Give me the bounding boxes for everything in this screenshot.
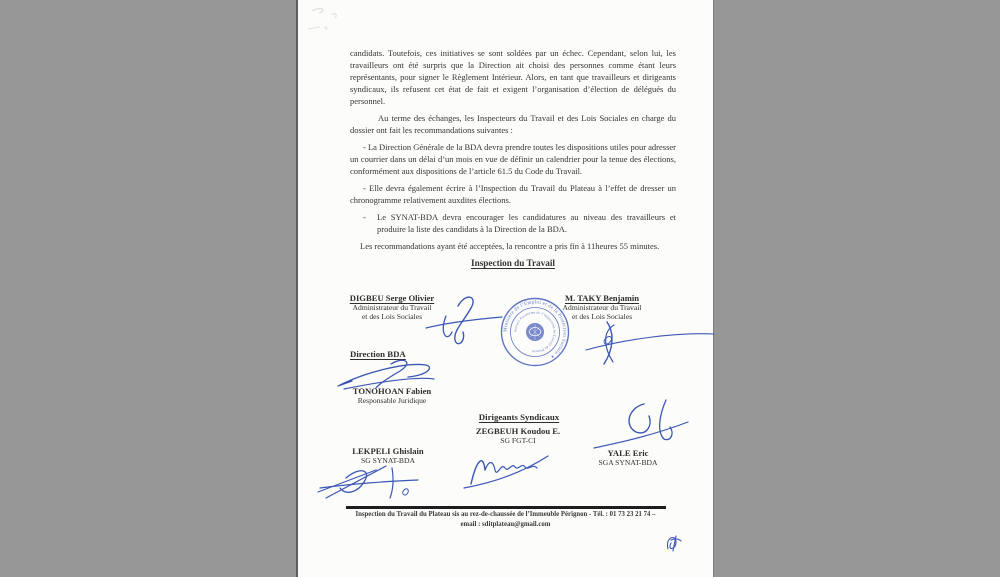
- section-heading-inspection: Inspection du Travail: [471, 258, 555, 268]
- taky-signature-ink: [582, 316, 716, 370]
- footer-email: email : sditplateau@gmail.com: [460, 520, 551, 528]
- recommendation-1: - La Direction Générale de la BDA devra prendre toutes les dispositions utiles pour adresser un courrier dans un délai d’un mois en vue de définir un calendrier pour la tenue des élections, conformément aux dispositions de l’article 61.5 du Code du Travail.: [350, 142, 676, 176]
- signatory-tonohoan: [332, 386, 452, 405]
- dirigeants-syndicaux-heading: Dirigeants Syndicaux: [478, 412, 560, 422]
- footer-divider: [346, 506, 666, 509]
- signatory-name: LEKPELI Ghislain: [352, 446, 424, 456]
- paragraph-candidats: candidats. Toutefois, ces initiatives se sont soldées par un échec. Cependant, selon lui, les travailleurs ont été surpris que la Direction ait choisi des personnes comme étant leurs représentants, pour signer le Règlement Intérieur. Alors, en tant que travailleurs et dirigeants syndicaux, ils refusent cet état de fait et exigent l’organisation d’élection de délégués du personnel.: [350, 48, 676, 106]
- signatory-yale: [570, 448, 686, 467]
- document-page: [296, 0, 714, 577]
- recommendation-3: - Le SYNAT-BDA devra encourager les candidatures au niveau des travailleurs et produire la liste des candidats à la Direction de la BDA.: [350, 211, 676, 235]
- digbeu-signature-ink: [424, 290, 504, 352]
- footer: [314, 510, 697, 529]
- direction-bda-heading: Direction BDA: [350, 349, 406, 359]
- pencil-smudge-marks: [304, 2, 348, 38]
- signatory-name: ZEGBEUH Koudou E.: [475, 426, 561, 436]
- signatory-role: SGA SYNAT-BDA: [598, 458, 658, 467]
- paraph-initials-ink: [660, 530, 686, 556]
- signatory-role: et des Lois Sociales: [361, 312, 423, 321]
- signatory-name: TONOHOAN Fabien: [352, 386, 432, 396]
- signatory-name: M. TAKY Benjamin: [564, 293, 640, 303]
- signatory-role: et des Lois Sociales: [571, 312, 633, 321]
- signatory-name: DIGBEU Serge Olivier: [349, 293, 435, 303]
- stamp-inner-text: Service Autonome de l’Inspection du Travail du Plateau: [513, 310, 557, 354]
- bullet-dash: -: [363, 212, 366, 222]
- paragraph-au-terme: Au terme des échanges, les Inspecteurs du Travail et des Lois Sociales en charge du dossier ont fait les recommandations suivantes :: [350, 113, 676, 135]
- recommendation-2: - Elle devra également écrire à l’Inspection du Travail du Plateau à l’effet de dresser un chronogramme relativement auxdites élections.: [350, 183, 676, 205]
- footer-address: Inspection du Travail du Plateau sis au rez-de-chaussée de l’Immeuble Pérignon - Tél. : 01 73 23 21 74 –: [355, 511, 656, 518]
- closing-line: Les recommandations ayant été acceptées, la rencontre a pris fin à 11heures 55 minutes.: [360, 241, 660, 251]
- document-body: [350, 47, 676, 274]
- yale-signature-ink: [592, 392, 690, 452]
- signatory-role: Administrateur du Travail: [562, 303, 642, 312]
- signatory-role: Responsable Juridique: [357, 396, 427, 405]
- signatory-role: SG FGT-CI: [500, 436, 536, 445]
- zegbeuh-signature-ink: [462, 444, 552, 490]
- signatory-role: Administrateur du Travail: [352, 303, 432, 312]
- signatory-zegbeuh: [456, 426, 580, 445]
- stamp-outer-text: Ministère de l’Emploi et de la Protection Sociale ✶: [503, 300, 567, 360]
- signatory-name: YALE Eric: [607, 448, 649, 458]
- lekpeli-signature-ink: [314, 458, 424, 504]
- signatory-role: SG SYNAT-BDA: [361, 456, 415, 465]
